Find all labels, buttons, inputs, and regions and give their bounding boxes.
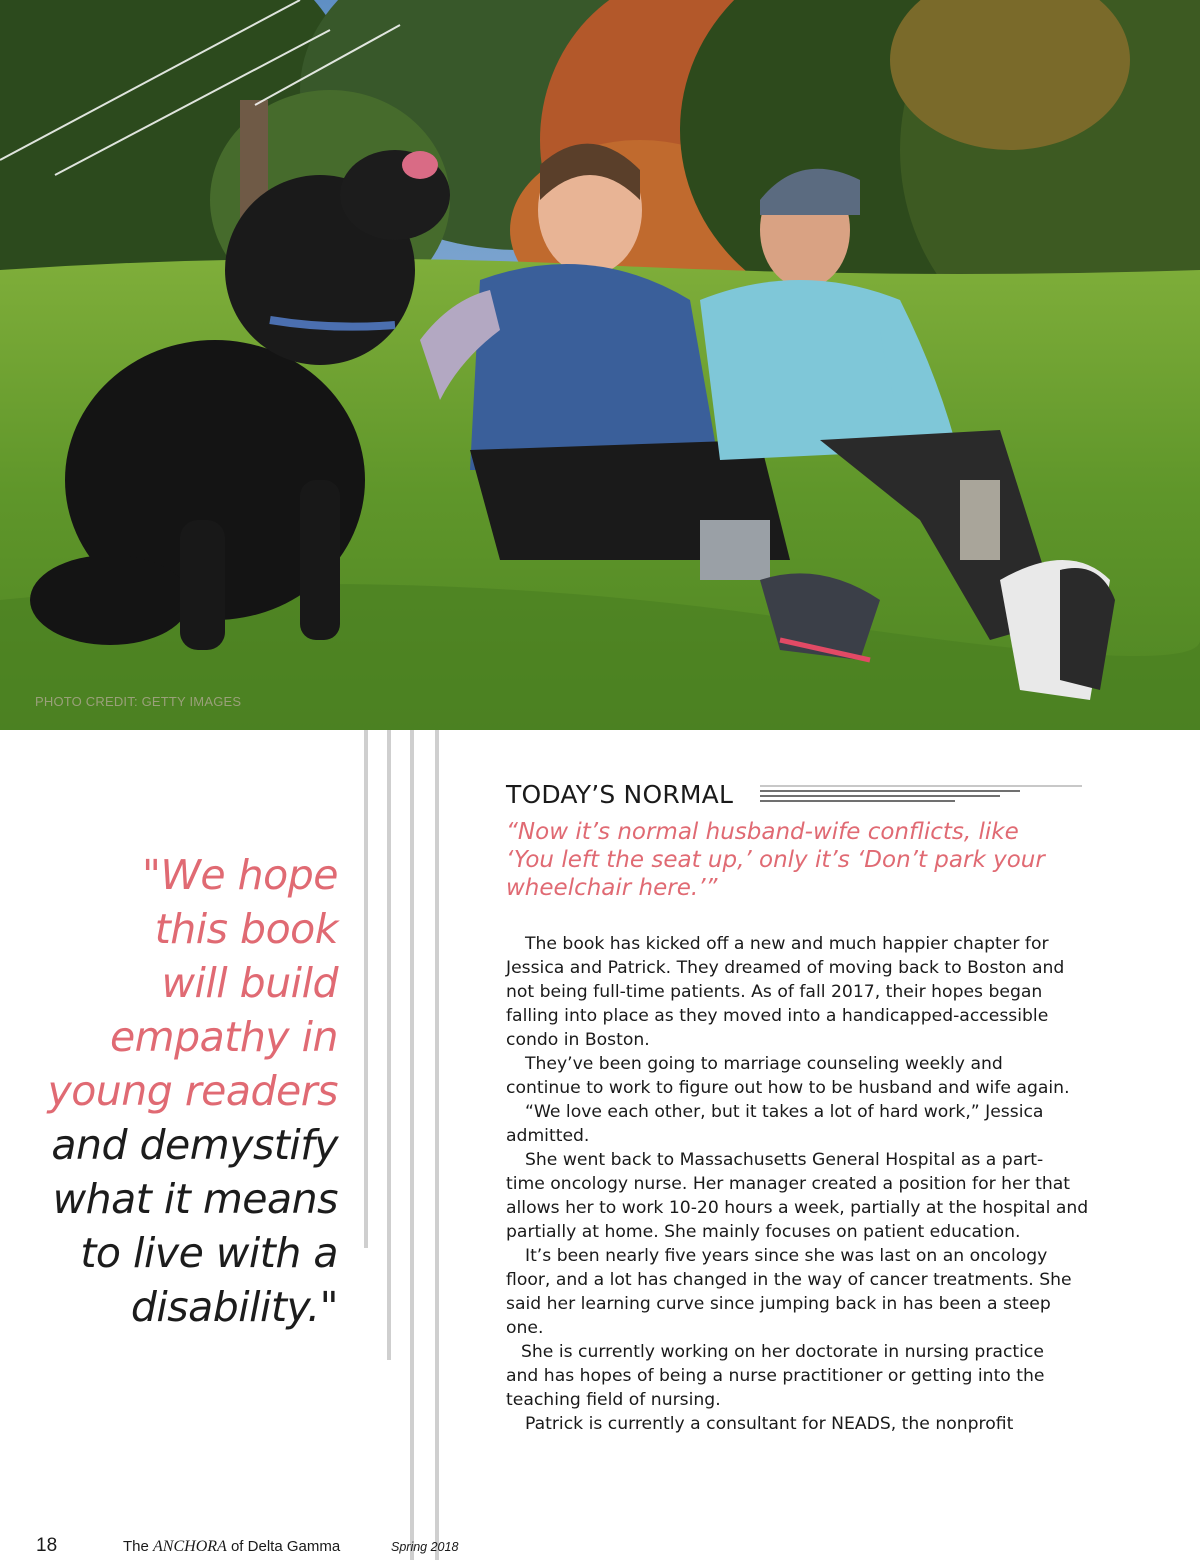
pull-quote-line: "We hope (142, 851, 338, 899)
body-line: Patrick is currently a consultant for NEADS, the nonprofit (525, 1414, 1014, 1434)
article-body (506, 932, 1116, 1436)
body-line: “We love each other, but it takes a lot of hard work,” Jessica (525, 1102, 1044, 1122)
body-line: time oncology nurse. Her manager created a position for her that (506, 1174, 1071, 1194)
pull-quote-line: empathy in (109, 1013, 338, 1061)
decorative-rule-2 (387, 730, 391, 1360)
decorative-rule-1 (364, 730, 368, 1248)
body-line: She went back to Massachusetts General Hospital as a part- (525, 1150, 1044, 1170)
body-line: one. (506, 1318, 544, 1338)
pull-quote-line: to live with a (80, 1229, 338, 1277)
pull-quote-line: this book (154, 905, 338, 953)
pull-quote-line: what it means (52, 1175, 338, 1223)
pull-quote-line: young readers (47, 1067, 338, 1115)
decorative-rule-4 (435, 730, 439, 1560)
magazine-title-prefix: The (123, 1538, 154, 1555)
body-line: floor, and a lot has changed in the way of cancer treatments. She (506, 1270, 1072, 1290)
photo-credit: PHOTO CREDIT: GETTY IMAGES (35, 694, 242, 709)
body-line: condo in Boston. (506, 1030, 650, 1050)
pull-quote-line: will build (161, 959, 338, 1007)
issue-label: Spring 2018 (391, 1540, 459, 1554)
body-line: continue to work to figure out how to be husband and wife again. (506, 1078, 1070, 1098)
magazine-title (123, 1538, 340, 1556)
body-line: not being full-time patients. As of fall 2017, their hopes began (506, 982, 1043, 1002)
body-line: Jessica and Patrick. They dreamed of moving back to Boston and (506, 958, 1065, 978)
page-number: 18 (36, 1535, 58, 1556)
pull-quote-line: disability." (130, 1283, 338, 1331)
body-line: admitted. (506, 1126, 590, 1146)
magazine-name: ANCHORA (153, 1538, 227, 1555)
body-line: It’s been nearly five years since she was last on an oncology (525, 1246, 1048, 1266)
pull-quote (0, 848, 338, 1334)
heading-rules (760, 784, 1090, 808)
body-line: She is currently working on her doctorate in nursing practice (521, 1342, 1044, 1362)
subquote-line: ‘You left the seat up,’ only it’s ‘Don’t park your (506, 847, 1045, 873)
article-subquote (506, 818, 1106, 902)
body-line: said her learning curve since jumping back in has been a steep (506, 1294, 1051, 1314)
body-line: The book has kicked off a new and much happier chapter for (525, 934, 1049, 954)
section-heading: TODAY’S NORMAL (506, 780, 734, 809)
body-line: partially at home. She mainly focuses on patient education. (506, 1222, 1021, 1242)
subquote-line: “Now it’s normal husband-wife conflicts, like (506, 819, 1019, 845)
body-line: teaching field of nursing. (506, 1390, 721, 1410)
hero-photo (0, 0, 1200, 730)
pull-quote-line: and demystify (51, 1121, 338, 1169)
body-line: and has hopes of being a nurse practitioner or getting into the (506, 1366, 1045, 1386)
decorative-rule-3 (410, 730, 414, 1560)
body-line: They’ve been going to marriage counseling weekly and (525, 1054, 1003, 1074)
subquote-line: wheelchair here.’” (506, 875, 718, 901)
body-line: allows her to work 10-20 hours a week, partially at the hospital and (506, 1198, 1089, 1218)
magazine-title-suffix: of Delta Gamma (226, 1538, 341, 1555)
body-line: falling into place as they moved into a handicapped-accessible (506, 1006, 1049, 1026)
photo-illustration (0, 0, 1200, 730)
